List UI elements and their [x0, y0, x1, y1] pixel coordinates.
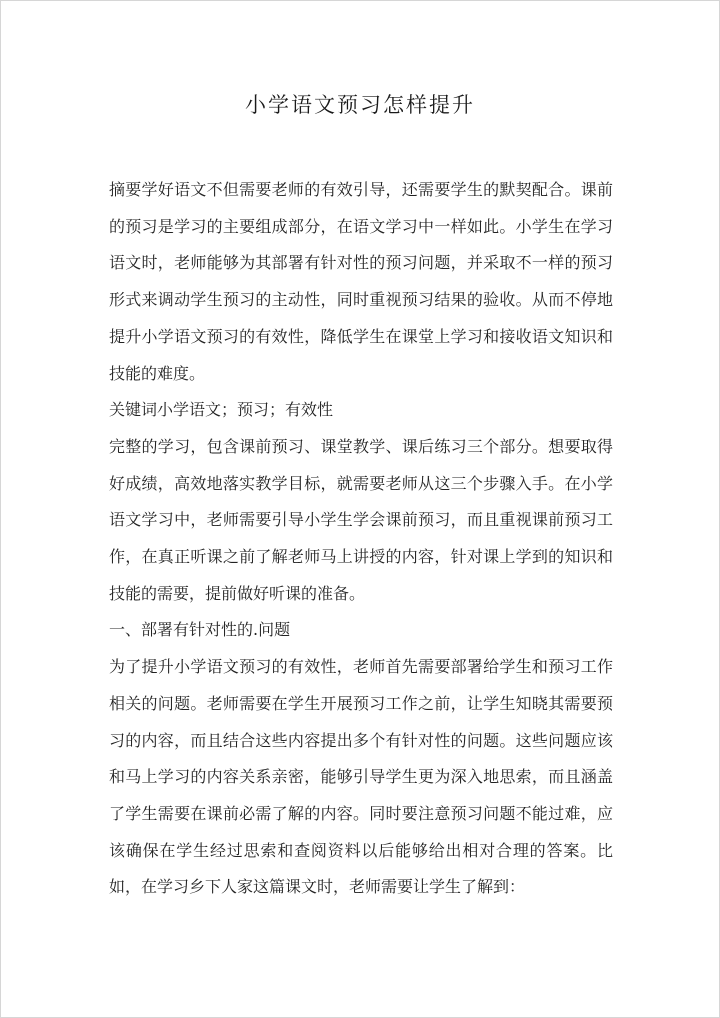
abstract-paragraph: 摘要学好语文不但需要老师的有效引导，还需要学生的默契配合。课前的预习是学习的主要组成部分，在语文学习中一样如此。小学生在学习语文时，老师能够为其部署有针对性的预习问题，并采取不一样的预习形式来调动学生预习的主动性，同时重视预习结果的验收。从而不停地提升小学语文预习的有效性，降低学生在课堂上学习和接收语文知识和技能的难度。: [109, 180, 613, 383]
section-heading: 一、部署有针对性的.问题: [109, 620, 291, 640]
keywords-paragraph: 关键词小学语文；预习；有效性: [109, 400, 334, 420]
document-title: 小学语文预习怎样提升: [245, 93, 475, 117]
section-paragraph: 为了提升小学语文预习的有效性，老师首先需要部署给学生和预习工作相关的问题。老师需要在学生开展预习工作之前，让学生知晓其需要预习的内容，而且结合这些内容提出多个有针对性的问题。这些问题应该和马上学习的内容关系亲密，能够引导学生更为深入地思索，而且涵盖了学生需要在课前必需了解的内容。同时要注意预习问题不能过难，应该确保在学生经过思索和查阅资料以后能够给出相对合理的答案。比如，在学习乡下人家这篇课文时，老师需要让学生了解到：: [109, 657, 613, 897]
intro-paragraph: 完整的学习，包含课前预习、课堂教学、课后练习三个部分。想要取得好成绩，高效地落实教学目标，就需要老师从这三个步骤入手。在小学语文学习中，老师需要引导小学生学会课前预习，而且重视课前预习工作，在真正听课之前了解老师马上讲授的内容，针对课上学到的知识和技能的需要，提前做好听课的准备。: [109, 436, 613, 603]
document-body: [109, 172, 613, 906]
